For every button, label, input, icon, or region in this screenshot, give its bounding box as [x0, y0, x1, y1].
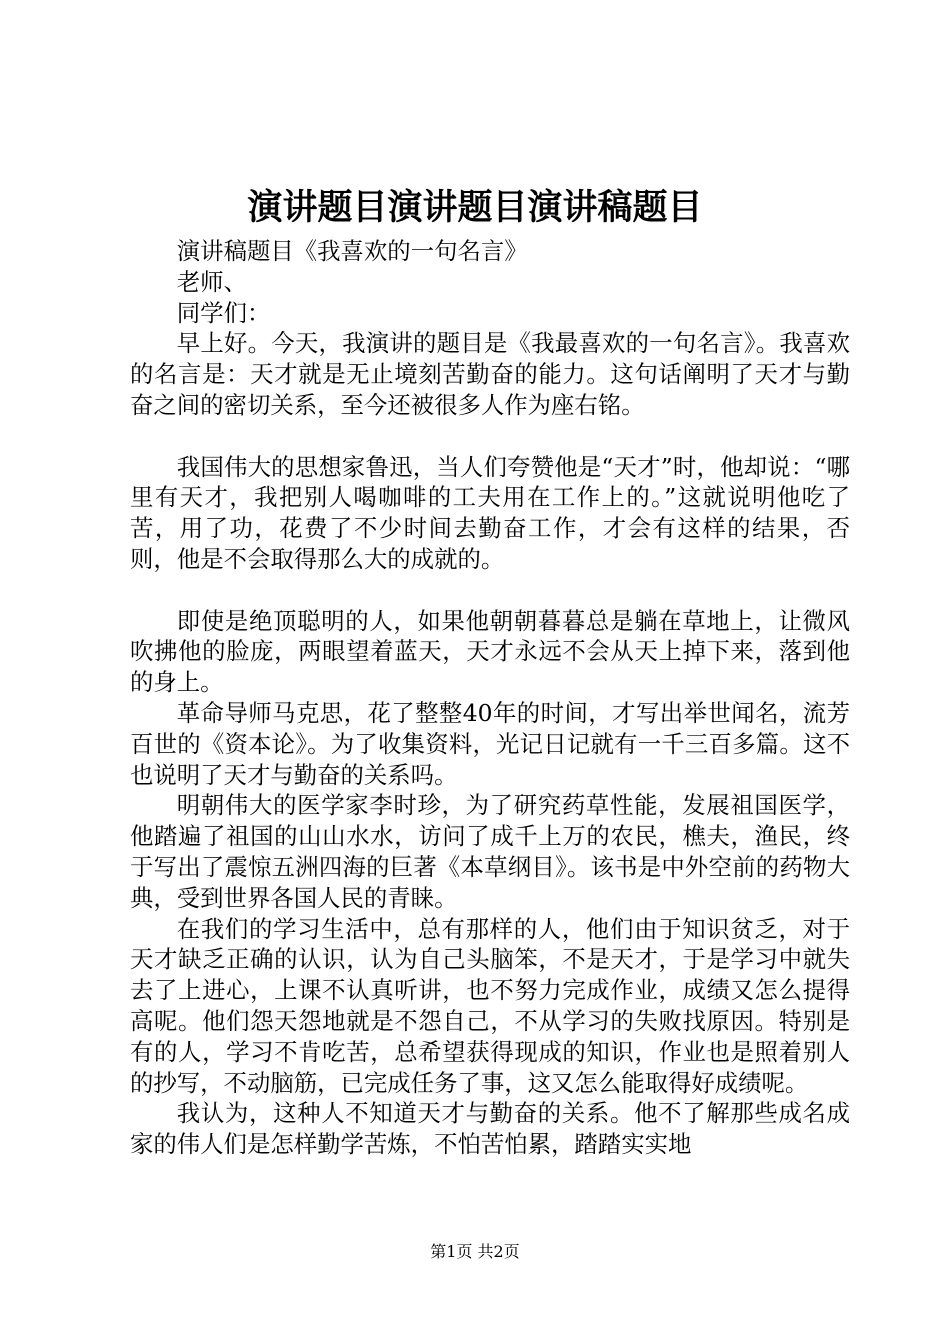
paragraph-opening: 早上好。今天，我演讲的题目是《我最喜欢的一句名言》。我喜欢的名言是：天才就是无止境刻苦勤奋的能力。这句话阐明了天才与勤奋之间的密切关系，至今还被很多人作为座右铭。 [130, 329, 850, 419]
paragraph-lu-xun: 我国伟大的思想家鲁迅，当人们夸赞他是“天才”时，他却说：“哪里有天才，我把别人喝咖啡的工夫用在工作上的。”这就说明他吃了苦，用了功，花费了不少时间去勤奋工作，才会有这样的结果，否则，他是不会取得那么大的成就的。 [130, 452, 850, 573]
paragraph-salutation-teachers: 老师、 [176, 267, 247, 296]
document-title: 演讲题目演讲题目演讲稿题目 [247, 187, 703, 228]
page-number-footer: 第1页 共2页 [430, 1242, 520, 1261]
paragraph-salutation-students: 同学们： [176, 298, 271, 327]
paragraph-marx: 革命导师马克思，花了整整40年的时间，才写出举世闻名，流芳百世的《资本论》。为了收集资料，光记日记就有一千三百多篇。这不也说明了天才与勤奋的关系吗。 [130, 698, 850, 789]
document-body [130, 236, 850, 1160]
paragraph-conclusion: 我认为，这种人不知道天才与勤奋的关系。他不了解那些成名成家的伟人们是怎样勤学苦炼，不怕苦怕累，踏踏实实地 [130, 1099, 850, 1159]
paragraph-study-life: 在我们的学习生活中，总有那样的人，他们由于知识贫乏，对于天才缺乏正确的认识，认为自己头脑笨，不是天才，于是学习中就失去了上进心，上课不认真听讲，也不努力完成作业，成绩又怎么提得高呢。他们怨天怨地就是不怨自己，不从学习的失败找原因。特别是有的人，学习不肯吃苦，总希望获得现成的知识，作业也是照着别人的抄写，不动脑筋，已完成任务了事，这又怎么能取得好成绩呢。 [130, 914, 850, 1097]
paragraph-li-shizhen: 明朝伟大的医学家李时珍，为了研究药草性能，发展祖国医学，他踏遍了祖国的山山水水，访问了成千上万的农民，樵夫，渔民，终于写出了震惊五洲四海的巨著《本草纲目》。该书是中外空前的药物大典，受到世界各国人民的青睐。 [130, 791, 850, 912]
paragraph-speech-topic: 演讲稿题目《我喜欢的一句名言》 [176, 237, 528, 265]
paragraph-genius-lazy: 即使是绝顶聪明的人，如果他朝朝暮暮总是躺在草地上，让微风吹拂他的脸庞，两眼望着蓝天，天才永远不会从天上掉下来，落到他的身上。 [130, 606, 850, 697]
